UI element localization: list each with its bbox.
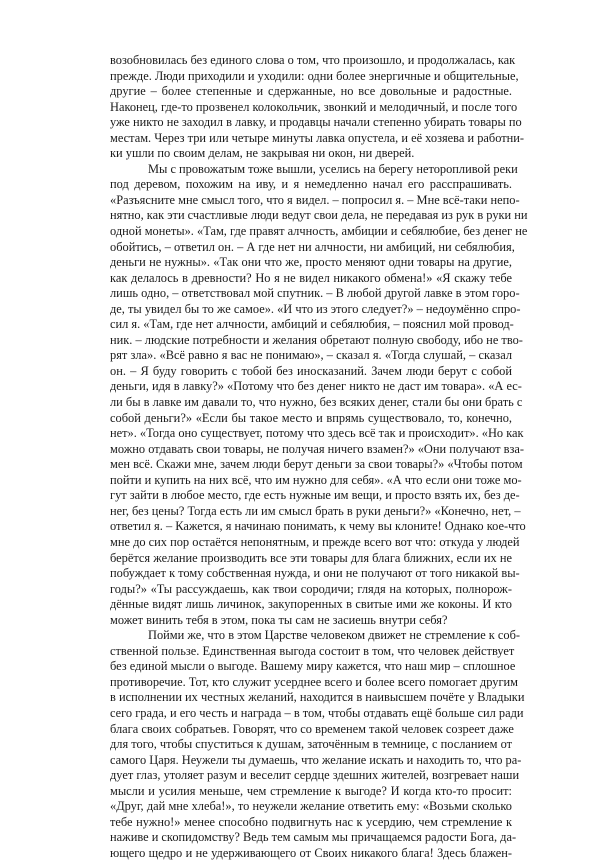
text-line: блага своих собратьев. Говорят, что со временем такой человек созреет даже — [110, 721, 514, 736]
text-line: другие – более степенные и сдержанные, но все довольные и радостные. — [110, 84, 512, 99]
text-line: Пойми же, что в этом Царстве человеком движет не стремление к соб- — [148, 628, 521, 643]
text-line: побуждает к тому собственная нужда, и они не получают от того никакой вы- — [110, 566, 520, 581]
text-line: противоречие. Тот, кто служит усерднее всего и более всего помогает другим — [110, 674, 519, 689]
text-line: ли бы в лавке им давали то, что нужно, без всяких денег, стали бы они брать с — [110, 395, 523, 410]
text-line: в исполнении их честных желаний, находится в наивысшем почёте у Владыки — [110, 690, 525, 705]
text-line: наживе и скопидомству? Ведь тем самым мы причащаемся радости Бога, да- — [110, 830, 517, 845]
text-line: нет». «Тогда оно существует, потому что здесь всё так и происходит». «Но как — [110, 426, 524, 441]
text-line: «Разъясните мне смысл того, что я видел. – попросил я. – Мне всё-таки непо- — [110, 192, 520, 207]
text-line: гут зайти в любое место, где есть нужные им вещи, и просто взять их, без де- — [110, 488, 520, 503]
text-line: мен всё. Скажи мне, зачем люди берут деньги за свои товары?» «Чтобы потом — [110, 457, 523, 472]
text-line: нятно, как эти счастливые люди ведут свои дела, не передавая из рук в руки ни — [110, 208, 528, 223]
text-line: ющего щедро и не удерживающего от Своих никакого блага! Здесь блажен- — [110, 845, 512, 860]
text-line: ки ушли по своим делам, не закрывая ни окон, ни дверей. — [110, 146, 415, 161]
text-line: он. – Я буду говорить с тобой без иносказаний. Зачем люди берут с собой — [110, 363, 512, 378]
paragraph — [110, 161, 528, 628]
text-line: как делалось в древности? Но я не видел никакого обмена!» «Я скажу тебе — [110, 270, 512, 285]
text-line: уже никто не заходил в лавку, и продавцы начали степенно убирать товары по — [110, 115, 522, 130]
text-line: обойтись, – ответил он. – А где нет ни алчности, ни амбиций, ни себялюбия, — [110, 239, 515, 254]
paragraph — [110, 628, 525, 861]
text-line: ответил я. – Кажется, я начинаю понимать, к чему вы клоните! Однако кое-что — [110, 519, 526, 534]
text-line: самого Царя. Неужели ты думаешь, что желание искать и находить то, что ра- — [110, 752, 522, 767]
text-line: пойти и купить на них всё, что им нужно для себя». «А что если они тоже мо- — [110, 472, 522, 487]
text-line: ственной пользе. Единственная выгода состоит в том, что человек действует — [110, 643, 515, 658]
text-line: ник. – людские потребности и желания обретают полную свободу, ибо не тво- — [110, 332, 523, 347]
text-line: мне до сих пор остаётся непонятным, и прежде всего вот что: откуда у людей — [110, 534, 520, 549]
text-line: прежде. Люди приходили и уходили: одни более энергичные и общительные, — [110, 68, 519, 83]
text-line: де, ты увидел бы то же самое». «И что из этого следует?» – недоумённо спро- — [110, 301, 521, 316]
text-line: мысли и усилия меньше, чем стремление к выгоде? И когда кто-то просит: — [110, 783, 512, 798]
text-line: сего града, и его честь и награда – в том, чтобы отдавать ещё больше сил ради — [110, 705, 524, 720]
text-line: Мы с провожатым тоже вышли, уселись на берегу неторопливой реки — [148, 161, 518, 176]
text-line: «Друг, дай мне хлеба!», то неужели желание ответить ему: «Возьми сколько — [110, 799, 512, 814]
body-text — [110, 53, 528, 861]
text-line: нег, без цены? Тогда есть ли им смысл брать в руки деньги?» «Конечно, нет, – — [110, 503, 521, 518]
text-line: возобновилась без единого слова о том, что произошло, и продолжалась, как — [110, 53, 516, 67]
text-line: берётся желание производить все эти товары для блага ближних, если их не — [110, 550, 512, 565]
text-line: деньги, идя в лавку?» «Потому что без денег никто не даст им товара». «А ес- — [110, 379, 522, 394]
text-line: собой деньги?» «Если бы такое место и впрямь существовало, то, конечно, — [110, 410, 512, 425]
text-line: дует глаз, утоляет разум и веселит сердце здешних жителей, возгревает наши — [110, 768, 520, 783]
text-line: деньги не нужны». «Так они что же, просто меняют одни товары на другие, — [110, 255, 512, 270]
paragraph — [110, 53, 525, 162]
text-line: без единой мысли о выгоде. Вашему миру кажется, что наш мир – сплошное — [110, 659, 516, 674]
text-line: под деревом, похожим на иву, и я немедленно начал его расспрашивать. — [110, 177, 512, 192]
text-line: можно отдавать свои товары, не получая ничего взамен?» «Они получают вза- — [110, 441, 524, 456]
text-line: сил я. «Там, где нет алчности, амбиций и себялюбия, – пояснил мой провод- — [110, 317, 514, 332]
text-line: дённые видят лишь личинок, закупоренных в свитые ими же коконы. И кто — [110, 597, 512, 612]
text-line: Наконец, где-то прозвенел колокольчик, звонкий и мелодичный, и после того — [110, 99, 518, 114]
text-line: одной монеты». «Там, где правят алчность, амбиции и себялюбие, без денег не — [110, 224, 528, 239]
text-line: лишь одно, – ответствовал мой спутник. – В любой другой лавке в этом горо- — [110, 286, 520, 301]
text-line: может винить тебя в этом, пока ты сам не засиешь внутри себя? — [110, 612, 448, 627]
text-line: для того, чтобы спуститься к душам, заточённым в темнице, с посланием от — [110, 737, 513, 752]
text-line: тебе нужно!» менее способно подвигнуть нас к усердию, чем стремление к — [110, 814, 512, 829]
text-line: местам. Через три или четыре минуты лавка опустела, и её хозяева и работни- — [110, 130, 525, 145]
text-line: годы?» «Ты рассуждаешь, как твои сородичи; глядя на которых, полнорож- — [110, 581, 512, 596]
text-line: рят зла». «Всё равно я вас не понимаю», – сказал я. «Тогда слушай, – сказал — [110, 348, 512, 363]
